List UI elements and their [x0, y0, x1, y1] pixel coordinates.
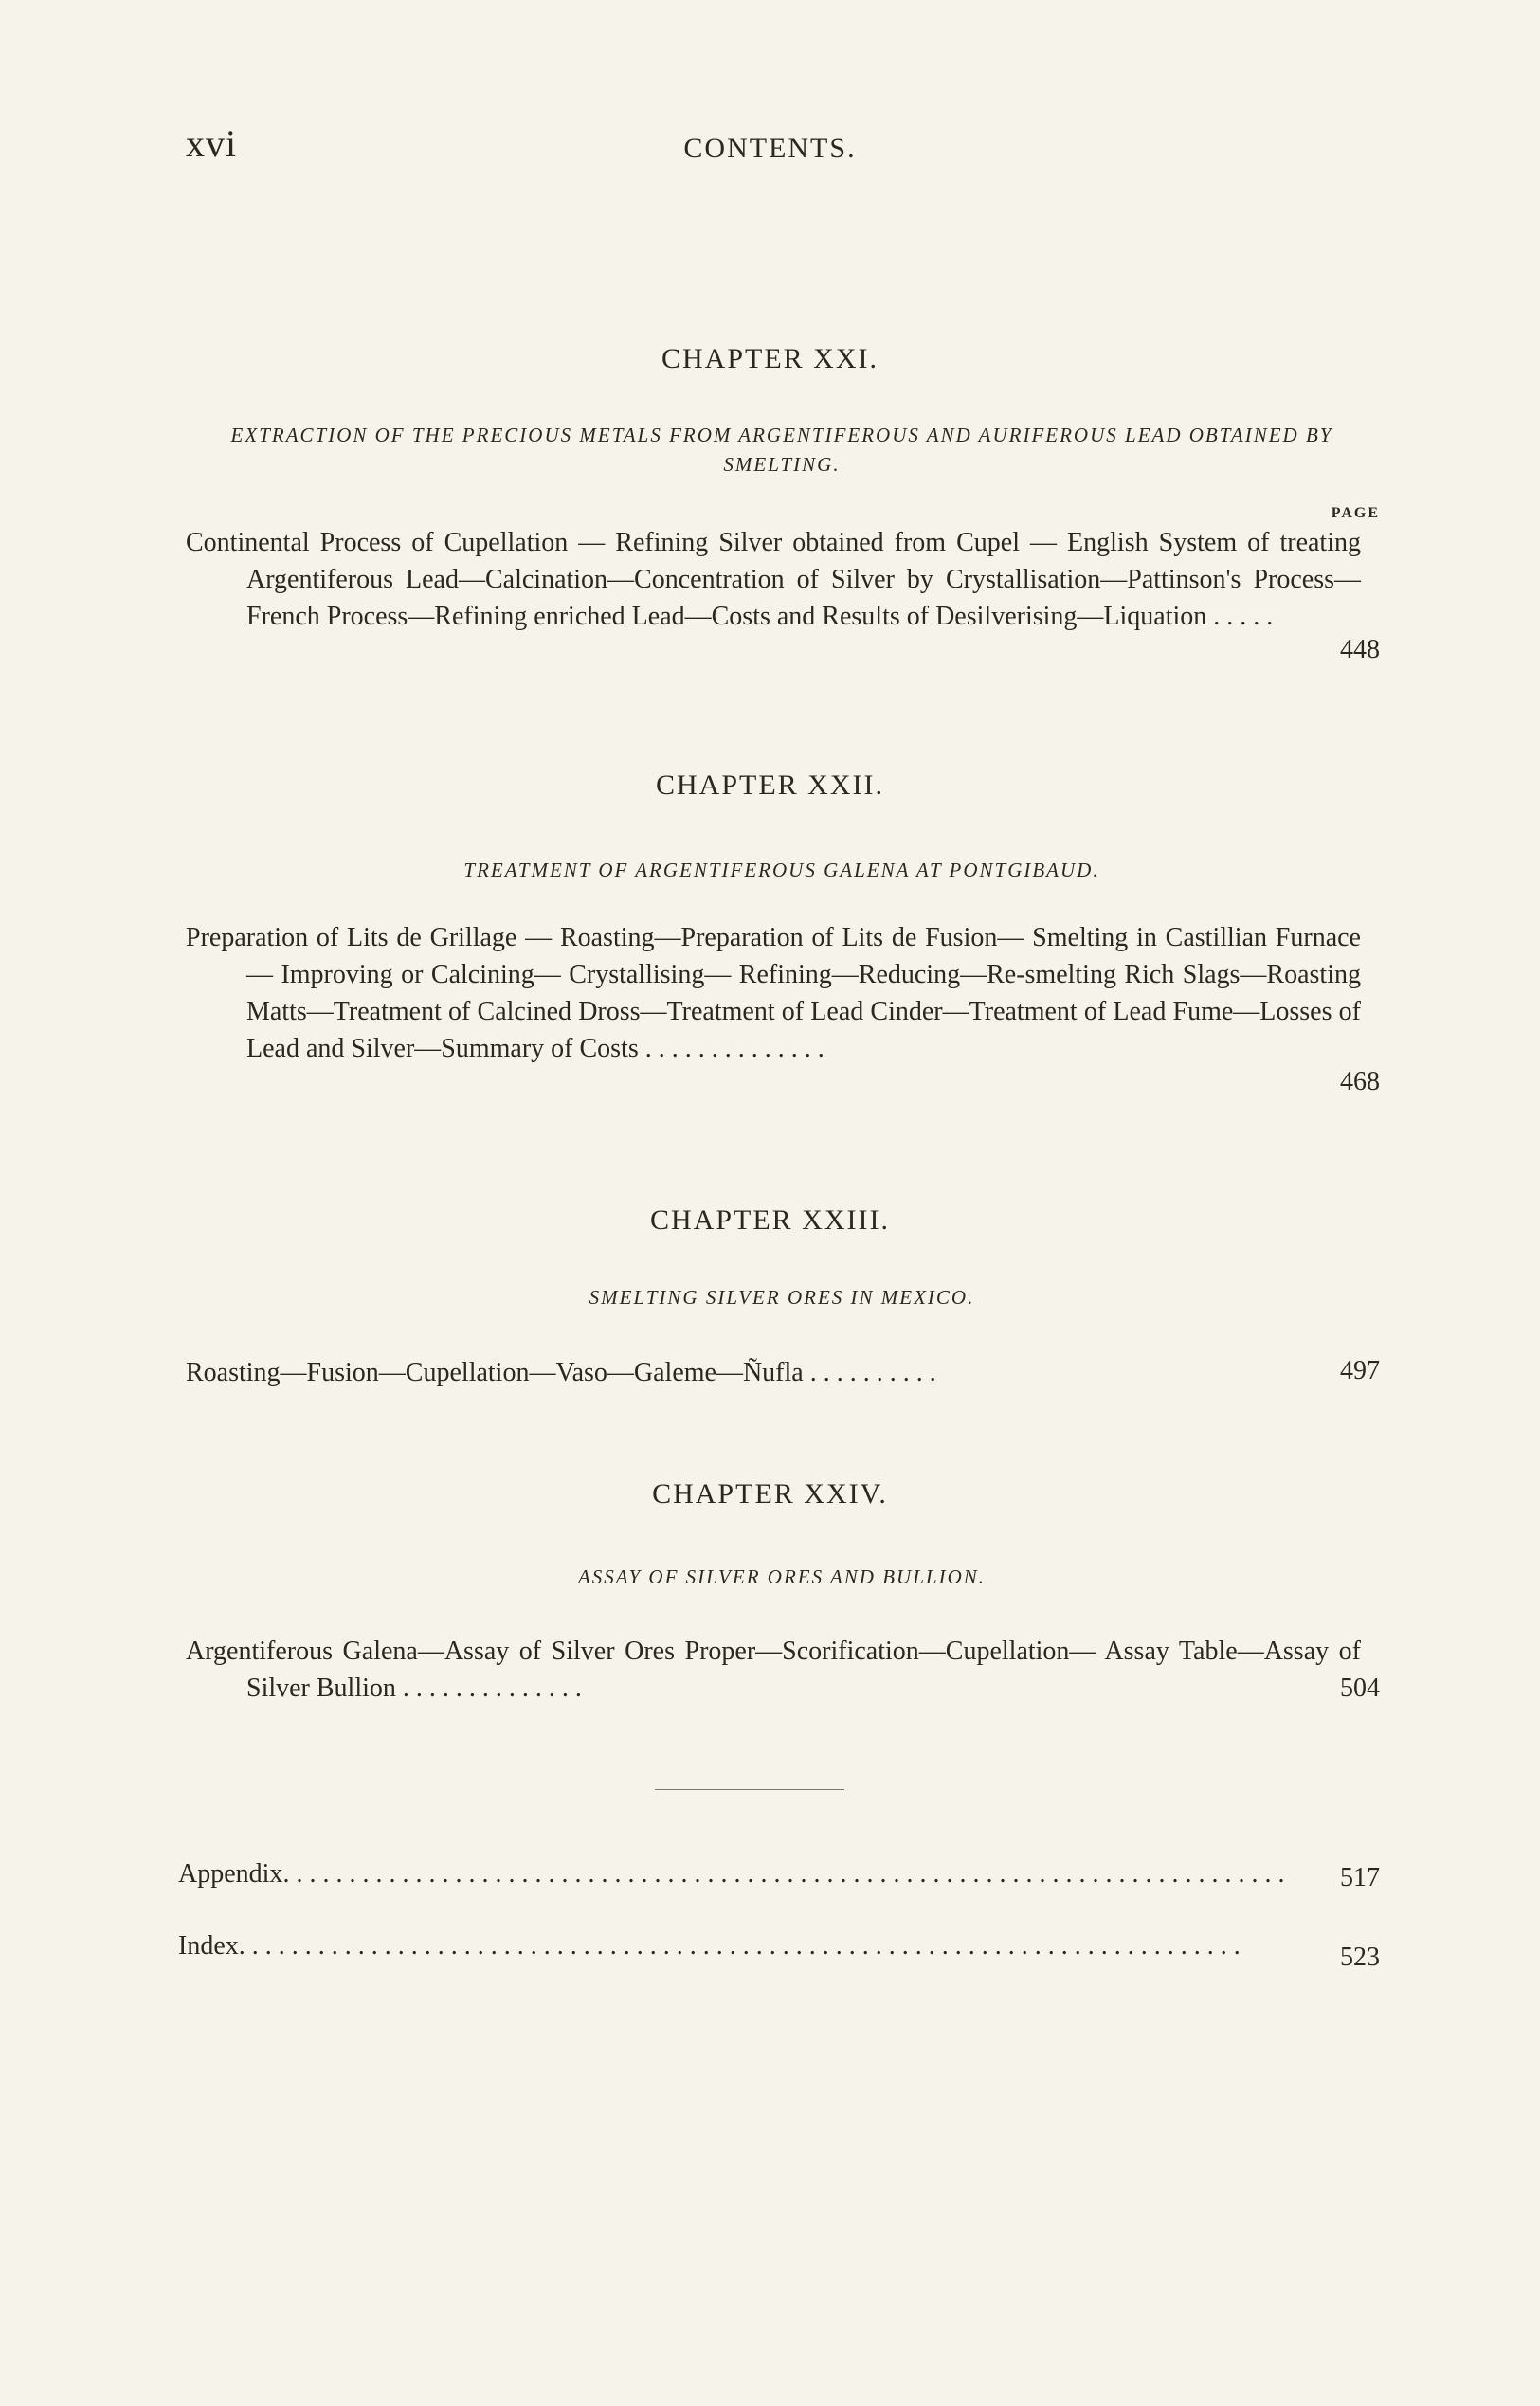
back-matter-label: Appendix — [178, 1859, 283, 1889]
chapter-title: CHAPTER XXIV. — [652, 1478, 888, 1510]
back-matter-page-number: 517 — [1340, 1863, 1380, 1892]
chapter-page-number: 497 — [1340, 1356, 1380, 1385]
back-matter-entry — [178, 1859, 1291, 1890]
back-matter-entry — [178, 1931, 1291, 1962]
back-matter-label: Index — [178, 1931, 239, 1961]
chapter-subtitle: SMELTING SILVER ORES IN MEXICO. — [589, 1286, 975, 1309]
page-folio: xvi — [186, 122, 238, 165]
leader-dots — [282, 1859, 1291, 1890]
section-divider — [655, 1789, 844, 1790]
chapter-page-number: 504 — [1340, 1673, 1380, 1703]
page-column-label: PAGE — [1331, 505, 1380, 521]
chapter-entry: Argentiferous Galena—Assay of Silver Ores Proper—Scorification—Cupellation— Assay Table—Assay of Silver Bullion . . . . . . . . . . . . . . — [186, 1637, 1361, 1703]
chapter-page-number: 448 — [1340, 635, 1380, 664]
running-title: CONTENTS. — [683, 133, 857, 164]
chapter-subtitle: EXTRACTION OF THE PRECIOUS METALS FROM ARGENTIFEROUS AND AURIFEROUS LEAD OBTAINED BY SMELTING. — [230, 424, 1333, 476]
chapter-subtitle: TREATMENT OF ARGENTIFEROUS GALENA AT PONTGIBAUD. — [463, 859, 1100, 881]
chapter-entry: Roasting—Fusion—Cupellation—Vaso—Galeme—Ñufla . . . . . . . . . . — [186, 1358, 936, 1387]
chapter-page-number: 468 — [1340, 1067, 1380, 1096]
chapter-subtitle: ASSAY OF SILVER ORES AND BULLION. — [577, 1565, 986, 1588]
chapter-entry: Preparation of Lits de Grillage — Roasting—Preparation of Lits de Fusion— Smelting in Castillian Furnace — Improving or Calcining— Crystallising— Refining—Reducing—Re-smelting Rich Slags—Roasting Matts—Treatment of Calcined Dross—Treatment of Lead Cinder—Treatment of Lead Fume—Losses of Lead and Silver—Summary of Costs . . . . . . . . . . . . . . — [186, 923, 1361, 1063]
back-matter-page-number: 523 — [1340, 1943, 1380, 1972]
leader-dots — [239, 1931, 1291, 1962]
chapter-title: CHAPTER XXII. — [656, 769, 884, 801]
chapter-title: CHAPTER XXIII. — [650, 1204, 890, 1236]
chapter-entry: Continental Process of Cupellation — Refining Silver obtained from Cupel — English System of treating Argentiferous Lead—Calcination—Concentration of Silver by Crystallisation—Pattinson's Process—French Process—Refining enriched Lead—Costs and Results of Desilverising—Liquation . . . . . — [186, 528, 1361, 631]
chapter-title: CHAPTER XXI. — [661, 343, 879, 374]
